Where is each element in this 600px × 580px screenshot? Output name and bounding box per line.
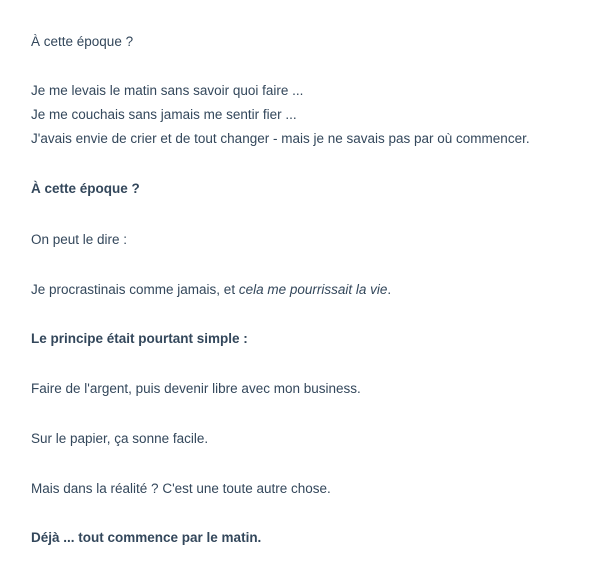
paragraph-realite: Mais dans la réalité ? C'est une toute autre chose.: [31, 481, 331, 496]
paragraph-bold-principle: Le principe était pourtant simple :: [31, 331, 248, 346]
paragraph-line: Je me couchais sans jamais me sentir fier ...: [31, 107, 297, 122]
paragraph-papier: Sur le papier, ça sonne facile.: [31, 431, 209, 446]
paragraph-lines: [31, 79, 530, 151]
paragraph-procrastination: [31, 278, 391, 302]
paragraph-bold-matin: Déjà ... tout commence par le matin.: [31, 530, 262, 545]
paragraph-line: Je me levais le matin sans savoir quoi faire ...: [31, 83, 304, 98]
paragraph-question: À cette époque ?: [31, 34, 134, 49]
paragraph-bold-question: À cette époque ?: [31, 181, 140, 196]
text-segment: .: [387, 282, 392, 297]
italic-text-segment: cela me pourrissait la vie: [238, 282, 388, 297]
paragraph-line: J'avais envie de crier et de tout changer - mais je ne savais pas par où commencer.: [31, 131, 530, 146]
text-segment: Je procrastinais comme jamais, et: [31, 282, 239, 297]
paragraph-on-peut: On peut le dire :: [31, 232, 128, 247]
paragraph-argent: Faire de l'argent, puis devenir libre avec mon business.: [31, 381, 361, 396]
